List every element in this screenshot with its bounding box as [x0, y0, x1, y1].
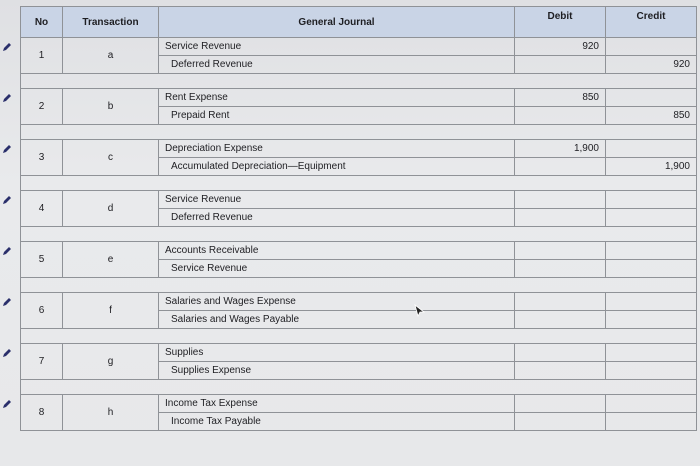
debit-amount-field-empty[interactable] — [515, 413, 606, 431]
credit-account-field[interactable]: Deferred Revenue — [159, 209, 515, 227]
credit-amount-field-empty[interactable] — [606, 38, 697, 56]
credit-amount-field-empty[interactable] — [606, 293, 697, 311]
spacer-cell — [21, 176, 697, 191]
entry-spacer-row — [21, 329, 697, 344]
debit-amount-field-empty[interactable] — [515, 311, 606, 329]
transaction-letter: a — [63, 38, 159, 74]
general-journal-table — [20, 6, 697, 431]
credit-amount-field-empty[interactable] — [606, 344, 697, 362]
credit-amount-field-empty[interactable] — [606, 395, 697, 413]
debit-amount-field-empty[interactable] — [515, 260, 606, 278]
entry-spacer-row — [21, 125, 697, 140]
credit-amount-field-empty[interactable] — [606, 242, 697, 260]
pencil-icon[interactable] — [2, 348, 12, 358]
debit-account-field[interactable]: Supplies — [159, 344, 515, 362]
transaction-letter: f — [63, 293, 159, 329]
credit-account-field[interactable]: Prepaid Rent — [159, 107, 515, 125]
debit-amount-field[interactable]: 1,900 — [515, 140, 606, 158]
credit-account-field[interactable]: Deferred Revenue — [159, 56, 515, 74]
transaction-letter: d — [63, 191, 159, 227]
pencil-icon[interactable] — [2, 42, 12, 52]
header-debit: Debit — [515, 7, 606, 38]
credit-account-field[interactable]: Income Tax Payable — [159, 413, 515, 431]
debit-account-field[interactable]: Rent Expense — [159, 89, 515, 107]
debit-amount-field-empty[interactable] — [515, 209, 606, 227]
entry-spacer-row — [21, 74, 697, 89]
debit-account-field[interactable]: Salaries and Wages Expense — [159, 293, 515, 311]
credit-amount-field[interactable] — [606, 413, 697, 431]
debit-amount-field[interactable]: 920 — [515, 38, 606, 56]
credit-amount-field[interactable]: 1,900 — [606, 158, 697, 176]
debit-account-field[interactable]: Income Tax Expense — [159, 395, 515, 413]
transaction-letter: h — [63, 395, 159, 431]
journal-entry-debit-line — [21, 140, 697, 158]
entry-number: 6 — [21, 293, 63, 329]
transaction-letter: b — [63, 89, 159, 125]
credit-amount-field[interactable] — [606, 311, 697, 329]
credit-account-field[interactable]: Accumulated Depreciation—Equipment — [159, 158, 515, 176]
entry-spacer-row — [21, 227, 697, 242]
mouse-cursor-icon — [414, 304, 426, 318]
spacer-cell — [21, 278, 697, 293]
journal-entry-debit-line — [21, 344, 697, 362]
credit-amount-field[interactable]: 850 — [606, 107, 697, 125]
transaction-letter: c — [63, 140, 159, 176]
header-credit: Credit — [606, 7, 697, 38]
credit-account-field[interactable]: Service Revenue — [159, 260, 515, 278]
credit-amount-field[interactable] — [606, 260, 697, 278]
entry-spacer-row — [21, 176, 697, 191]
debit-amount-field-empty[interactable] — [515, 158, 606, 176]
entry-spacer-row — [21, 278, 697, 293]
credit-amount-field-empty[interactable] — [606, 140, 697, 158]
journal-entry-debit-line — [21, 38, 697, 56]
debit-amount-field[interactable] — [515, 293, 606, 311]
entry-number: 8 — [21, 395, 63, 431]
debit-amount-field-empty[interactable] — [515, 107, 606, 125]
spacer-cell — [21, 380, 697, 395]
credit-amount-field-empty[interactable] — [606, 89, 697, 107]
journal-entry-debit-line — [21, 293, 697, 311]
debit-amount-field[interactable] — [515, 395, 606, 413]
pencil-icon[interactable] — [2, 246, 12, 256]
header-general-journal: General Journal — [159, 7, 515, 38]
entry-number: 7 — [21, 344, 63, 380]
debit-account-field[interactable]: Depreciation Expense — [159, 140, 515, 158]
journal-entry-debit-line — [21, 395, 697, 413]
debit-amount-field[interactable]: 850 — [515, 89, 606, 107]
journal-entry-debit-line — [21, 191, 697, 209]
debit-account-field[interactable]: Accounts Receivable — [159, 242, 515, 260]
entry-number: 2 — [21, 89, 63, 125]
credit-amount-field[interactable]: 920 — [606, 56, 697, 74]
pencil-icon[interactable] — [2, 93, 12, 103]
spacer-cell — [21, 74, 697, 89]
spacer-cell — [21, 227, 697, 242]
entry-number: 1 — [21, 38, 63, 74]
spacer-cell — [21, 125, 697, 140]
spacer-cell — [21, 329, 697, 344]
journal-entry-debit-line — [21, 242, 697, 260]
transaction-letter: g — [63, 344, 159, 380]
debit-amount-field[interactable] — [515, 242, 606, 260]
pencil-icon[interactable] — [2, 144, 12, 154]
transaction-letter: e — [63, 242, 159, 278]
debit-amount-field-empty[interactable] — [515, 362, 606, 380]
pencil-icon[interactable] — [2, 195, 12, 205]
debit-amount-field[interactable] — [515, 344, 606, 362]
entry-number: 3 — [21, 140, 63, 176]
entry-number: 4 — [21, 191, 63, 227]
header-transaction: Transaction — [63, 7, 159, 38]
pencil-icon[interactable] — [2, 297, 12, 307]
debit-account-field[interactable]: Service Revenue — [159, 191, 515, 209]
journal-entry-debit-line — [21, 89, 697, 107]
credit-amount-field[interactable] — [606, 209, 697, 227]
credit-account-field[interactable]: Salaries and Wages Payable — [159, 311, 515, 329]
debit-account-field[interactable]: Service Revenue — [159, 38, 515, 56]
pencil-icon[interactable] — [2, 399, 12, 409]
credit-amount-field[interactable] — [606, 362, 697, 380]
debit-amount-field-empty[interactable] — [515, 56, 606, 74]
credit-amount-field-empty[interactable] — [606, 191, 697, 209]
entry-spacer-row — [21, 380, 697, 395]
header-no: No — [21, 7, 63, 38]
debit-amount-field[interactable] — [515, 191, 606, 209]
header-row — [21, 7, 697, 38]
entry-number: 5 — [21, 242, 63, 278]
credit-account-field[interactable]: Supplies Expense — [159, 362, 515, 380]
